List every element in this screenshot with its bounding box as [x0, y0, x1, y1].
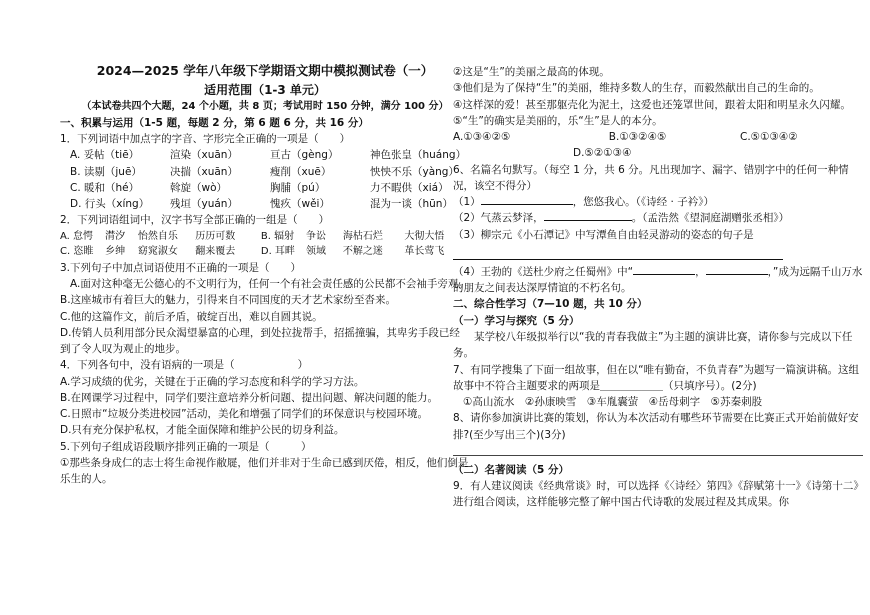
answer-line[interactable]: [453, 243, 783, 260]
question-6: 6、名篇名句默写。（每空 1 分，共 6 分。凡出现加字、漏字、错别字中的任何一种情况，该空不得分）: [453, 163, 849, 192]
option-text: 大彻大悟: [404, 230, 445, 242]
option-text: 斡旋（wò）: [170, 181, 228, 194]
answer-blank[interactable]: [544, 220, 632, 221]
option-text: B. 辐射: [260, 230, 295, 242]
q5-sentence-1: ①那些条身成仁的志士将生命视作敝屣，他们并非对于生命已感到厌倦，相反，他们倒是乐生的人。: [60, 456, 469, 486]
option-text: 窈窕淑女: [137, 246, 178, 258]
option-text: 决揣（xuān）: [170, 165, 238, 178]
option-text: B.①③②④⑤: [608, 131, 667, 144]
q6-line-1: [453, 194, 863, 210]
section-1-heading: 一、积累与运用（1-5 题，每题 2 分，第 6 题 6 分，共 16 分）: [60, 116, 369, 129]
q6-2-prefix: （2）气蒸云梦泽，: [453, 212, 544, 225]
intro-text: 某学校八年级拟举行以“我的青春我做主”为主题的演讲比赛，请你参与完成以下任务。: [453, 330, 853, 360]
q5-sentence-4: ④这样深的爱！甚至那躯壳化为泥土，这爱也还笼罩世间，跟着太阳和明星永久闪耀。: [453, 98, 851, 111]
option-text: 怏怏不乐（yàng）: [370, 165, 459, 178]
q3-option-a: A.面对这种毫无公德心的不文明行为，任何一个有社会责任感的公民都不会袖手旁观。: [70, 277, 469, 290]
q6-line-2: [453, 210, 863, 226]
right-column: [453, 0, 863, 511]
option-text: C. 恣睢: [60, 246, 94, 258]
q6-1-prefix: （1）: [453, 196, 481, 209]
q2-option-row: [60, 244, 470, 260]
answer-blank[interactable]: [633, 274, 695, 275]
question-4: 4．下列各句中，没有语病的一项是（ ）: [60, 359, 309, 372]
option-text: 力不暇供（xiá）: [370, 181, 449, 194]
question-1: 1．下列词语中加点字的字音、字形完全正确的一项是（ ）: [60, 133, 351, 146]
option-text: 海枯石烂: [342, 230, 383, 242]
q1-option-row: [60, 196, 470, 212]
subsection-2-heading: （二）名著阅读（5 分）: [453, 463, 569, 476]
q1-option-row: [60, 180, 470, 196]
option-text: 争讼: [305, 230, 326, 242]
option-text: 革长莺飞: [404, 246, 445, 258]
divider: [453, 455, 863, 456]
q4-option-c: C.日照市“垃圾分类进校园”活动，美化和增强了同学们的环保意识与校园环境。: [60, 408, 429, 421]
q4-option-a: A.学习成绩的优劣，关键在于正确的学习态度和科学的学习方法。: [60, 375, 365, 388]
option-text: C.⑤①③④②: [739, 131, 798, 144]
q4-option-b: B.在网课学习过程中，同学们要注意培养分析问题、提出问题、解决问题的能力。: [60, 391, 439, 404]
option-text: 愧疚（wěi）: [270, 198, 330, 211]
q1-option-row: [60, 164, 470, 180]
question-2: 2．下列词语组词中，汉字书写全部正确的一组是（ ）: [60, 214, 330, 227]
q6-4-comma: ，: [695, 265, 706, 278]
q3-option-d: D.传销人员利用部分民众渴望暴富的心理，到处拉拢帮手，招摇撞骗，其卑劣手段已经到了令人叹为观止的地步。: [60, 326, 460, 356]
question-8: 8、请你参加演讲比赛的策划，你认为本次活动有哪些环节需要在比赛正式开始前做好安排?(至少写出三个)(3分): [453, 412, 859, 441]
section-2-heading: 二、综合性学习（7—10 题，共 10 分）: [453, 298, 648, 311]
option-text: 胸脯（pú）: [270, 181, 326, 194]
q2-option-row: [60, 229, 470, 245]
question-3: 3.下列句子中加点词语使用不正确的一项是（ ）: [60, 261, 302, 274]
q4-option-d: D.只有充分保护私权，才能全面保障和维护公民的切身利益。: [60, 424, 345, 437]
option-text: A. 怠愕: [60, 230, 94, 242]
option-text: 乡绅: [105, 246, 126, 258]
q5-option-d: D.⑤②①③④: [573, 147, 632, 160]
left-column: [60, 0, 470, 487]
q7-items: ①高山流水 ②孙康映雪 ③车胤囊萤 ④岳母刺字 ⑤苏秦刺股: [463, 396, 763, 409]
answer-blank[interactable]: [706, 274, 768, 275]
option-text: C. 暖和（hé）: [70, 181, 140, 194]
question-7: 7、有同学搜集了下面一组故事，但在以“唯有勤奋，不负青春”为题写一篇演讲稿。这组故事中不符合主题要求的两项是＿＿＿＿＿＿（只填序号）。(2分): [453, 363, 860, 392]
option-text: A.①③④②⑤: [453, 131, 511, 144]
option-text: 历历可数: [195, 230, 236, 242]
option-text: D. 行头（xíng）: [70, 198, 150, 211]
option-text: 瘦削（xuē）: [270, 165, 332, 178]
exam-note: （本试卷共四个大题，24 个小题，共 8 页；考试用时 150 分钟，满分 100 分）: [81, 101, 449, 113]
q6-line-3: （3）柳宗元《小石潭记》中写潭鱼自由轻灵游动的姿态的句子是: [453, 228, 754, 241]
option-text: D. 耳畔: [260, 246, 295, 258]
q3-option-b: B.这座城市有着巨大的魅力，引得来自不同国度的天才艺术家纷至沓来。: [60, 294, 397, 307]
option-text: 渲染（xuān）: [170, 149, 238, 162]
q3-option-c: C.他的这篇作文，前后矛盾，破绽百出，难以自圆其说。: [60, 310, 323, 323]
q5-sentence-3: ③他们是为了保持“生”的美丽，维持多数人的生存，而毅然献出自己的生命的。: [453, 82, 820, 95]
q6-2-text: 。（孟浩然《望洞庭湖赠张丞相》）: [631, 212, 790, 225]
exam-subtitle: 适用范围（1-3 单元）: [204, 82, 326, 97]
q5-sentence-5: ⑤“生”的确实是美丽的，乐“生”是人的本分。: [453, 114, 663, 127]
subsection-1-heading: （一）学习与探究（5 分）: [453, 314, 580, 327]
option-text: 翻来覆去: [195, 246, 236, 258]
q6-line-4: [453, 264, 863, 297]
q6-4-text: ，”成为远隔千山万水的朋友之间表达深厚情谊的不朽名句。: [453, 265, 863, 295]
option-text: 潸汐: [105, 230, 126, 242]
option-text: A. 妥帖（tiē）: [70, 149, 140, 162]
question-9: 9．有人建议阅读《经典常谈》时，可以选择《〈诗经〉第四》《辞赋第十一》《诗第十二》进行组合阅读，这样能够完整了解中国古代诗歌的发展过程及其成果。你: [453, 480, 859, 509]
q5-options: [453, 129, 863, 145]
q5-sentence-2: ②这是“生”的美丽之最高的体现。: [453, 66, 610, 78]
q6-4-prefix: （4）王勃的《送杜少府之任蜀州》中“: [453, 265, 634, 278]
option-text: 怡然自乐: [137, 230, 178, 242]
option-text: 亘古（gèng）: [270, 149, 339, 162]
q1-option-row: [60, 147, 470, 163]
option-text: 神色张皇（huáng）: [370, 149, 467, 162]
question-5: 5.下列句子组成语段顺序排列正确的一项是（ ）: [60, 440, 312, 453]
option-text: B. 读剔（juē）: [70, 165, 142, 178]
option-text: 领域: [305, 246, 326, 258]
answer-blank[interactable]: [481, 204, 573, 205]
q6-1-text: ，您悠我心。（《诗经 · 子衿》）: [572, 196, 714, 209]
option-text: 不解之迷: [342, 246, 383, 258]
exam-title: 2024—2025 学年八年级下学期语文期中模拟测试卷（一）: [96, 63, 434, 78]
option-text: 混为一谈（hūn）: [370, 198, 453, 211]
option-text: 残垣（yuán）: [170, 198, 238, 211]
